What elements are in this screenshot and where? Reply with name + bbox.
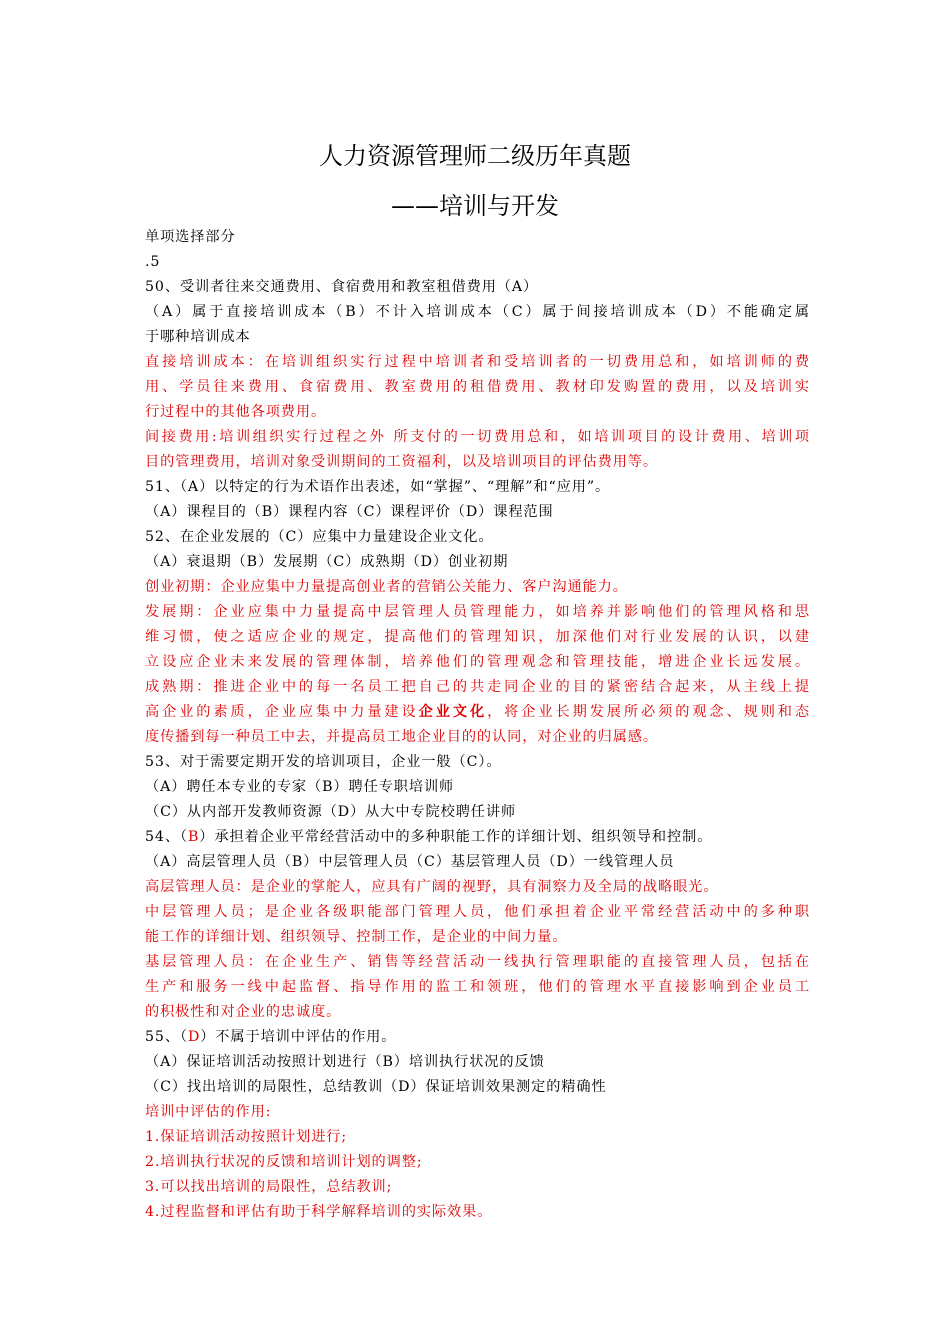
explanation-line: 生产和服务一线中起监督、指导作用的监工和领班，他们的管理水平直接影响到企业员工 xyxy=(145,979,810,995)
explanation-line: 基层管理人员：在企业生产、销售等经营活动一线执行管理职能的直接管理人员，包括在 xyxy=(145,954,810,970)
explanation-line: 高层管理人员：是企业的掌舵人，应具有广阔的视野，具有洞察力及全局的战略眼光。 xyxy=(145,879,719,895)
question-line: （A）衰退期（B）发展期（C）成熟期（D）创业初期 xyxy=(145,554,509,570)
explanation-line: 1.保证培训活动按照计划进行; xyxy=(145,1129,348,1145)
explanation-line: 3.可以找出培训的局限性，总结教训; xyxy=(145,1179,393,1195)
document-title: 人力资源管理师二级历年真题 xyxy=(319,142,631,170)
question-line: （A）课程目的（B）课程内容（C）课程评价（D）课程范围 xyxy=(145,504,554,520)
explanation-line: 2.培训执行状况的反馈和培训计划的调整; xyxy=(145,1154,423,1170)
explanation-line: 直接培训成本：在培训组织实行过程中培训者和受培训者的一切费用总和，如培训师的费 xyxy=(145,354,810,370)
question-line: 53、对于需要定期开发的培训项目，企业一般（C）。 xyxy=(145,754,502,770)
explanation-line: 中层管理人员；是企业各级职能部门管理人员，他们承担着企业平常经营活动中的多种职 xyxy=(145,904,810,920)
question-line: （C）找出培训的局限性，总结教训（D）保证培训效果测定的精确性 xyxy=(145,1079,607,1095)
question-line: （A）保证培训活动按照计划进行（B）培训执行状况的反馈 xyxy=(145,1054,545,1070)
explanation-line: 能工作的详细计划、组织领导、控制工作，是企业的中间力量。 xyxy=(145,929,568,945)
explanation-line: 立设应企业未来发展的管理体制，培养他们的管理观念和管理技能，增进企业长远发展。 xyxy=(145,654,810,670)
explanation-line: 4.过程监督和评估有助于科学解释培训的实际效果。 xyxy=(145,1204,493,1220)
question-line: （A）聘任本专业的专家（B）聘任专职培训师 xyxy=(145,779,455,795)
question-line: 50、受训者往来交通费用、食宿费用和教室租借费用（A） xyxy=(145,279,539,295)
explanation-line: 发展期：企业应集中力量提高中层管理人员管理能力，如培养并影响他们的管理风格和思 xyxy=(145,604,810,620)
explanation-line: 维习惯，使之适应企业的规定，提高他们的管理知识，加深他们对行业发展的认识，以建 xyxy=(145,629,810,645)
explanation-line: 目的管理费用，培训对象受训期间的工资福利，以及培训项目的评估费用等。 xyxy=(145,454,658,470)
explanation-line: 间接费用:培训组织实行过程之外 所支付的一切费用总和，如培训项目的设计费用、培训项 xyxy=(145,429,810,445)
question-line: （A）高层管理人员（B）中层管理人员（C）基层管理人员（D）一线管理人员 xyxy=(145,854,675,870)
document-body xyxy=(145,225,810,1225)
question-line: 54、（B）承担着企业平常经营活动中的多种职能工作的详细计划、组织领导和控制。 xyxy=(145,829,713,845)
question-line: 于哪种培训成本 xyxy=(145,329,251,345)
explanation-line: 的积极性和对企业的忠诚度。 xyxy=(145,1004,342,1020)
explanation-line: 培训中评估的作用: xyxy=(145,1104,272,1120)
question-line: 单项选择部分 xyxy=(145,229,236,245)
question-line: （A）属于直接培训成本（B）不计入培训成本（C）属于间接培训成本（D）不能确定属 xyxy=(145,304,810,320)
question-line: 55、（D）不属于培训中评估的作用。 xyxy=(145,1029,397,1045)
explanation-line: 用、学员往来费用、食宿费用、教室费用的租借费用、教材印发购置的费用，以及培训实 xyxy=(145,379,810,395)
explanation-line: 创业初期：企业应集中力量提高创业者的营销公关能力、客户沟通能力。 xyxy=(145,579,628,595)
question-line: （C）从内部开发教师资源（D）从大中专院校聘任讲师 xyxy=(145,804,517,820)
explanation-line: 高企业的素质，企业应集中力量建设企业文化，将企业长期发展所必须的观念、规则和态 xyxy=(145,704,810,720)
question-line: 52、在企业发展的（C）应集中力量建设企业文化。 xyxy=(145,529,494,545)
explanation-line: 行过程中的其他各项费用。 xyxy=(145,404,327,420)
explanation-line: 度传播到每一种员工中去，并提高员工地企业目的的认同，对企业的归属感。 xyxy=(145,729,658,745)
explanation-line: 成熟期：推进企业中的每一名员工把自己的共走同企业的目的紧密结合起来，从主线上提 xyxy=(145,679,810,695)
document-subtitle: ——培训与开发 xyxy=(391,192,559,220)
question-line: 51、（A）以特定的行为术语作出表述，如“掌握”、“理解”和“应用”。 xyxy=(145,479,611,495)
question-line: .5 xyxy=(145,254,161,270)
